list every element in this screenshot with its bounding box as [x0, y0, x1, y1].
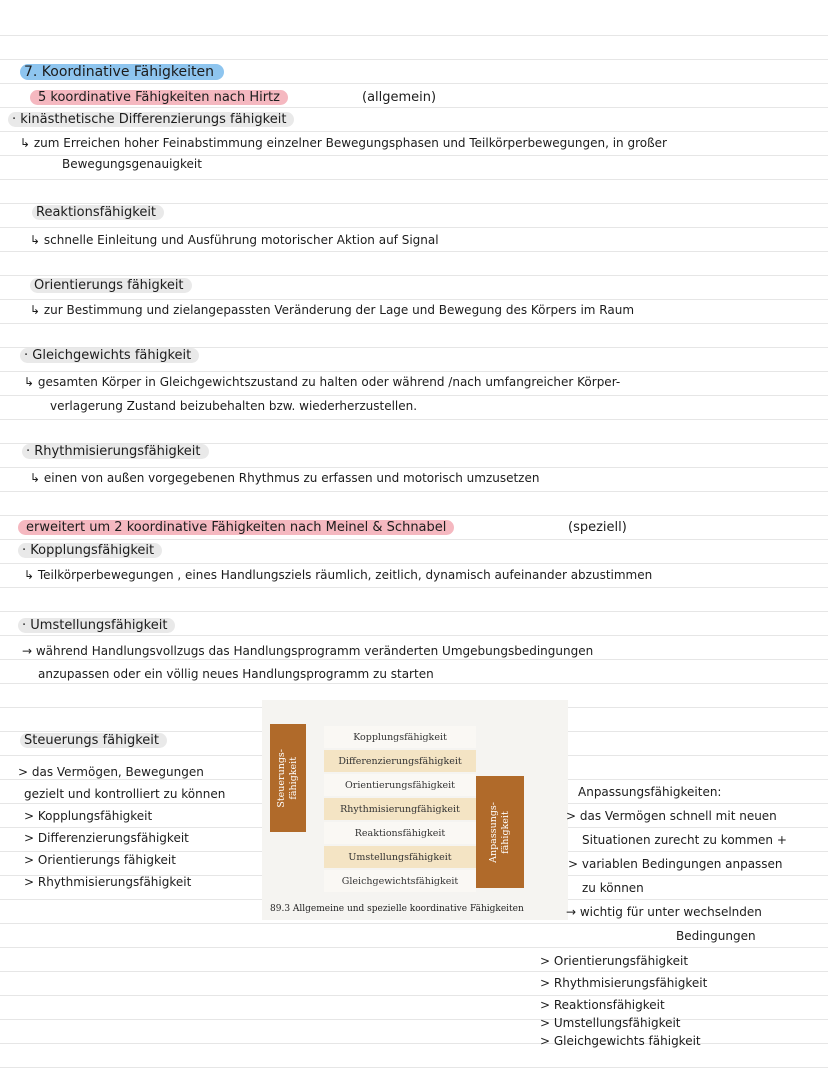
item-rhythmisierung-name: · Rhythmisierungsfähigkeit — [22, 444, 209, 460]
anpassung-line: > Gleichgewichts fähigkeit — [540, 1034, 701, 1048]
figure-right-bar — [476, 776, 524, 888]
steuerung-line: > Kopplungsfähigkeit — [24, 809, 153, 823]
item-kopplung-line: ↳ Teilkörperbewegungen , eines Handlungsziels räumlich, zeitlich, dynamisch aufeinander abzustimmen — [24, 568, 653, 582]
anpassung-line: > variablen Bedingungen anpassen — [568, 857, 783, 871]
item-reaktion-line: ↳ schnelle Einleitung und Ausführung motorischer Aktion auf Signal — [30, 233, 439, 247]
figure-row: Rhythmisierungfähigkeit — [324, 798, 476, 820]
steuerung-line: gezielt und kontrolliert zu können — [24, 787, 226, 801]
anpassung-line: Bedingungen — [676, 929, 756, 943]
anpassung-line: Situationen zurecht zu kommen + — [582, 833, 787, 847]
steuerung-line: > Differenzierungsfähigkeit — [24, 831, 189, 845]
figure-caption: 89.3 Allgemeine und spezielle koordinative Fähigkeiten — [270, 904, 524, 914]
item-umstellung-line: → während Handlungsvollzugs das Handlungsprogramm veränderten Umgebungsbedingungen — [22, 644, 594, 658]
coordination-figure — [262, 700, 568, 920]
item-kopplung-name: · Kopplungsfähigkeit — [18, 543, 162, 559]
figure-row: Kopplungsfähigkeit — [324, 726, 476, 748]
anpassung-line: > Umstellungsfähigkeit — [540, 1016, 681, 1030]
anpassung-line: zu können — [582, 881, 644, 895]
item-rhythmisierung-line: ↳ einen von außen vorgegebenen Rhythmus zu erfassen und motorisch umzusetzen — [30, 471, 540, 485]
anpassung-line: > Reaktionsfähigkeit — [540, 998, 665, 1012]
section-meinel-note: (speziell) — [568, 520, 627, 535]
item-orientierung-name: Orientierungs fähigkeit — [30, 278, 192, 294]
anpassung-line: > Orientierungsfähigkeit — [540, 954, 689, 968]
steuerung-line: > Orientierungs fähigkeit — [24, 853, 176, 867]
item-kinaesthetische-line: Bewegungsgenauigkeit — [62, 157, 202, 171]
figure-left-label: Steuerungs- fähigkeit — [276, 748, 299, 808]
figure-row: Umstellungsfähigkeit — [324, 846, 476, 868]
anpassung-line: → wichtig für unter wechselnden — [566, 905, 762, 919]
steuerung-title: Steuerungs fähigkeit — [20, 733, 167, 749]
figure-row: Orientierungsfähigkeit — [324, 774, 476, 796]
figure-right-label: Anpassungs- fähigkeit — [488, 801, 511, 863]
item-gleichgewicht-line: verlagerung Zustand beizubehalten bzw. wiederherzustellen. — [50, 399, 418, 413]
section-hirtz-title: 5 koordinative Fähigkeiten nach Hirtz — [30, 90, 288, 106]
item-kinaesthetische-line: ↳ zum Erreichen hoher Feinabstimmung einzelner Bewegungsphasen und Teilkörperbewegungen, in großer — [20, 136, 667, 150]
item-umstellung-line: anzupassen oder ein völlig neues Handlungsprogramm zu starten — [38, 667, 434, 681]
figure-left-bar — [270, 724, 306, 832]
steuerung-line: > Rhythmisierungsfähigkeit — [24, 875, 192, 889]
page-heading: 7. Koordinative Fähigkeiten — [20, 64, 224, 80]
item-reaktion-name: Reaktionsfähigkeit — [32, 205, 164, 221]
item-gleichgewicht-line: ↳ gesamten Körper in Gleichgewichtszustand zu halten oder während /nach umfangreicher Körper- — [24, 375, 621, 389]
figure-row: Reaktionsfähigkeit — [324, 822, 476, 844]
section-meinel-title: erweitert um 2 koordinative Fähigkeiten nach Meinel & Schnabel — [18, 520, 454, 536]
steuerung-line: > das Vermögen, Bewegungen — [18, 765, 204, 779]
item-umstellung-name: · Umstellungsfähigkeit — [18, 618, 175, 634]
item-orientierung-line: ↳ zur Bestimmung und zielangepassten Veränderung der Lage und Bewegung des Körpers im Raum — [30, 303, 635, 317]
anpassung-line: > Rhythmisierungsfähigkeit — [540, 976, 708, 990]
item-gleichgewicht-name: · Gleichgewichts fähigkeit — [20, 348, 199, 364]
figure-row: Differenzierungsfähigkeit — [324, 750, 476, 772]
section-hirtz-note: (allgemein) — [362, 90, 437, 105]
item-kinaesthetische-name: · kinästhetische Differenzierungs fähigkeit — [8, 112, 294, 128]
anpassung-line: > das Vermögen schnell mit neuen — [566, 809, 777, 823]
anpassung-title: Anpassungsfähigkeiten: — [578, 785, 722, 799]
figure-row: Gleichgewichtsfähigkeit — [324, 870, 476, 892]
